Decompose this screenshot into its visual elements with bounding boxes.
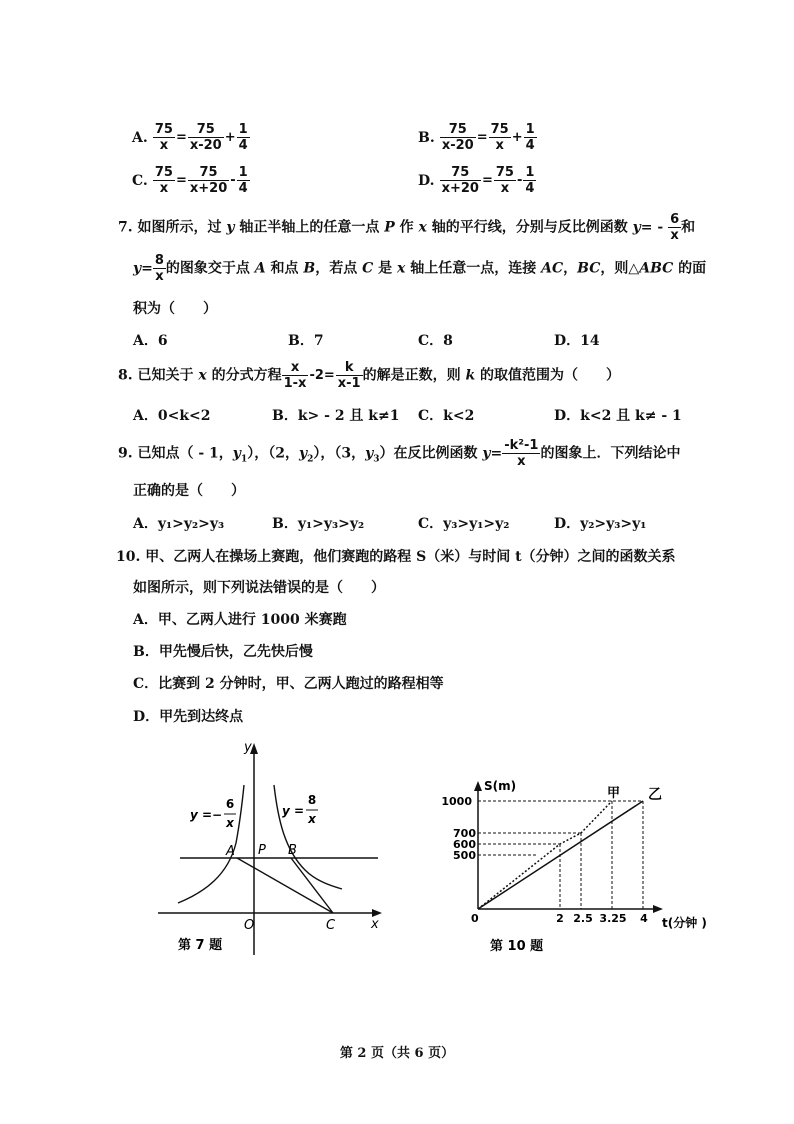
eq1-minus: −: [212, 808, 223, 822]
q9-option-d: D．y₂>y₃>y₁: [554, 516, 647, 532]
y-axis-label: y: [244, 740, 252, 755]
q9-option-c: C．y₃>y₁>y₂: [418, 516, 510, 532]
q6-option-a: A. $\frac{75}{x}$ = $\frac{75}{x-20}$ + $\frac{1}{4}$: [132, 122, 248, 153]
fraction: $\frac{75}{x}$: [154, 165, 173, 196]
x-tick-2: 2: [556, 912, 564, 925]
q7-option-c: C．8: [418, 333, 453, 349]
q9-option-a: A．y₁>y₂>y₃: [133, 516, 225, 532]
y-tick-700: 700: [453, 827, 476, 840]
fraction: $\frac{75}{x+20}$: [189, 165, 228, 196]
eq2-denominator: x: [308, 812, 316, 826]
q7-line1: 7. 如图所示，过 y 轴正半轴上的任意一点 P 作 x 轴的平行线，分别与反比例函数 y= - $\frac{6}{x}$ 和: [118, 212, 696, 243]
eq2-lhs: y =: [282, 804, 305, 818]
fraction: $\frac{75}{x}$: [490, 122, 509, 153]
fraction: $\frac{6}{x}$: [670, 212, 680, 243]
q9-line1: 9. 已知点（ - 1，$y_1$），（2，$y_2$），（3，$y_3$）在反比例函数 y= $\frac{\text{-k²-1}}{x}$ 的图象上．下列结论中: [118, 438, 681, 469]
q9-line2: 正确的是（ ）: [133, 483, 245, 499]
fraction: $\frac{x}{1-x}$: [283, 360, 307, 391]
origin-label: O: [244, 918, 255, 933]
segment-ac: [237, 858, 333, 913]
q9-option-b: B．y₁>y₃>y₂: [272, 516, 365, 532]
fraction: $\frac{\text{-k²-1}}{x}$: [504, 438, 539, 469]
fraction: $\frac{1}{4}$: [525, 122, 535, 153]
eq1-numerator: 6: [225, 797, 235, 811]
origin-label: 0: [471, 912, 479, 925]
segment-bc: [291, 858, 333, 913]
point-b-label: B: [288, 843, 297, 858]
q8-option-b: B．k> - 2 且 k≠1: [272, 408, 400, 424]
fraction: $\frac{75}{x+20}$: [441, 165, 479, 196]
q7-line2: y= $\frac{8}{x}$ 的图象交于点 A 和点 B，若点 C 是 x 轴上任意一点，连接 AC，BC，则△ABC 的面: [133, 253, 707, 284]
point-c-label: C: [326, 918, 336, 933]
q10-line2: 如图所示，则下列说法错误的是（ ）: [133, 580, 385, 596]
q8-option-a: A．0<k<2: [133, 408, 211, 424]
page-footer: 第 2 页（共 6 页）: [339, 1046, 455, 1061]
q8-line1: 8. 已知关于 x 的分式方程 $\frac{x}{1-x}$ -2= $\frac{k}{x-1}$ 的解是正数，则 k 的取值范围为（ ）: [118, 360, 621, 391]
x-tick-2-5: 2.5: [573, 912, 593, 925]
x-tick-3-25: 3.25: [599, 912, 627, 925]
q10-option-d: D．甲先到达终点: [133, 709, 244, 725]
point-a-label: A: [226, 844, 235, 859]
y-tick-600: 600: [453, 838, 476, 851]
q6-option-c: C. $\frac{75}{x}$ = $\frac{75}{x+20}$ - $\frac{1}{4}$: [132, 165, 248, 196]
fraction: $\frac{75}{x}$: [495, 165, 514, 196]
q10-option-c: C．比赛到 2 分钟时，甲、乙两人跑过的路程相等: [133, 676, 444, 692]
eq1-denominator: x: [226, 816, 234, 830]
line-yi: [478, 801, 643, 909]
figure-10-caption: 第 10 题: [490, 939, 544, 954]
q10-option-a: A．甲、乙两人进行 1000 米赛跑: [133, 612, 347, 628]
fraction: $\frac{75}{x}$: [154, 122, 173, 153]
s-axis-label: S(m): [484, 779, 517, 793]
t-axis-arrow-icon: [653, 905, 663, 913]
t-axis-label: t(分钟 ): [662, 916, 707, 930]
yi-label: 乙: [648, 787, 662, 803]
q10-line1: 10. 甲、乙两人在操场上赛跑，他们赛跑的路程 S（米）与时间 t（分钟）之间的函数关系: [116, 549, 676, 565]
fraction: $\frac{75}{x-20}$: [441, 122, 474, 153]
q8-option-c: C．k<2: [418, 408, 475, 424]
fraction: $\frac{1}{4}$: [238, 122, 248, 153]
y-tick-1000: 1000: [441, 795, 472, 808]
fraction: $\frac{k}{x-1}$: [337, 360, 361, 391]
fraction: $\frac{1}{4}$: [525, 165, 535, 196]
eq2-numerator: 8: [307, 793, 317, 807]
figure-10: [420, 770, 720, 965]
figure-7-caption: 第 7 题: [178, 938, 223, 953]
q7-option-a: A．6: [133, 333, 168, 349]
x-tick-4: 4: [640, 912, 648, 925]
x-axis-arrow-icon: [372, 909, 382, 917]
q7-line3: 积为（ ）: [133, 301, 217, 317]
jia-label: 甲: [607, 786, 621, 801]
fraction: $\frac{75}{x-20}$: [189, 122, 222, 153]
q6-option-b: B. $\frac{75}{x-20}$ = $\frac{75}{x}$ + $\frac{1}{4}$: [418, 122, 535, 153]
eq1-lhs: y =: [190, 808, 213, 822]
y-tick-500: 500: [453, 849, 476, 862]
q7-option-b: B．7: [288, 333, 324, 349]
fraction: $\frac{8}{x}$: [154, 253, 164, 284]
q6-option-d: D. $\frac{75}{x+20}$ = $\frac{75}{x}$ - $\frac{1}{4}$: [418, 165, 535, 196]
q8-option-d: D．k<2 且 k≠ - 1: [554, 408, 682, 424]
fraction: $\frac{1}{4}$: [238, 165, 248, 196]
s-axis-arrow-icon: [474, 781, 482, 791]
q10-option-b: B．甲先慢后快，乙先快后慢: [133, 644, 313, 660]
figure-7: [150, 735, 390, 960]
q7-option-d: D．14: [554, 333, 600, 349]
x-axis-label: x: [371, 917, 379, 932]
point-p-label: P: [258, 843, 266, 858]
